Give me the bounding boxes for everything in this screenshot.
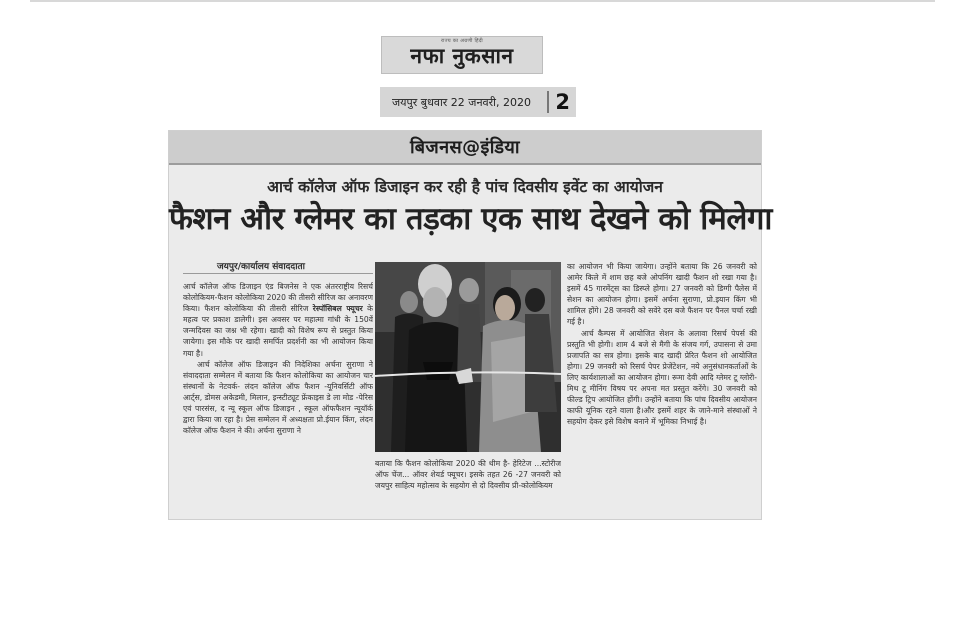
section-band bbox=[169, 131, 761, 165]
article-clipping bbox=[168, 130, 773, 520]
article-column-3 bbox=[567, 261, 757, 513]
section-title: बिजनस@इंडिया bbox=[410, 137, 520, 158]
column-3-paragraph-1: का आयोजन भी किया जायेगा। उन्होंने बताया कि 26 जनवरी को आमेर किले में शाम छह बजे ओपनिंग खादी फैशन शो रखा गया है। इसमें 45 गारमेंट्स का डिस्प्ले होगा। 27 जनवरी को डिग्गी पैलेस में सेशन का आयोजन होगा। इसमें अर्चना सुराणा, प्रो.इयान किंग भी शामिल होंगे। 28 जनवरी को सवेरे दस बजे फैशन पर पैनल चर्चा रखी गई है। bbox=[567, 262, 757, 327]
page-number: 2 bbox=[555, 90, 570, 114]
article-column-1 bbox=[183, 281, 373, 513]
column-1-text-a: आर्च कॉलेज ऑफ डिजाइन एंड बिजनेस ने एक अंतरराष्ट्रीय रिसर्च कोलोकियम-फैशन कोलोकिया 2020 की तीसरी सीरिज का अनावरण किया। फैशन कोलोकिया की तीसरी सीरिज bbox=[183, 282, 373, 314]
masthead-title: नफा नुकसान bbox=[410, 44, 514, 68]
news-photo bbox=[375, 262, 561, 452]
column-2-paragraph: बताया कि फैशन कोलोकिया 2020 की थीम है- हेरिटेज ...स्टोरीज ऑफ चेंज... ऑवर शेयर्ड फ्यूचर। इसके तहत 26 -27 जनवरी को जयपुर साहित्य महोत्सव के सहयोग से दो दिवसीय प्री-कोलोकियम bbox=[375, 459, 561, 491]
dateline-separator bbox=[547, 91, 549, 113]
ribbon-cutting-photo bbox=[375, 262, 561, 452]
article-kicker: आर्च कॉलेज ऑफ डिजाइन कर रही है पांच दिवसीय इवेंट का आयोजन bbox=[267, 178, 663, 196]
column-3-paragraph-2: आर्च कैम्पस में आयोजित सेशन के अलावा रिसर्च पेपर्स की प्रस्तुति भी होगी। शाम 4 बजे से मैगी के संजय गर्ग, उपासना से उमा प्रजापति का सत्र होगा। इसके बाद खादी प्रेरित फैशन शो आयोजित होगा। 29 जनवरी को रिसर्च पेपर प्रेजेंटेशन, नये अनुसंधानकर्ताओं के लिए कार्यशालाओं का आयोजन होगा। रूमा देवी आदि ग्लेमर टू ग्लोरी-मिथ टू मीनिंग विषय पर अपना मत प्रस्तुत करेंगे। 30 जनवरी को फील्ड ट्रिप आयोजित होंगी। उन्होंने बताया कि पांच दिवसीय आयोजन काफी यूनिक रहने वाला है।और इसमें शहर के जाने-माने संस्थाओं ने सहयोग देकर इसे विशेष बनाने में भूमिका निभाई है। bbox=[567, 328, 757, 427]
scan-edge bbox=[30, 0, 935, 2]
column-1-paragraph-1 bbox=[183, 281, 373, 359]
dateline-text: जयपुर बुधवार 22 जनवरी, 2020 bbox=[392, 95, 532, 109]
newspaper-masthead bbox=[381, 36, 543, 74]
article-column-2 bbox=[375, 458, 561, 514]
column-1-bold-phrase: रेस्पॉसिबल फ्यूचर bbox=[312, 304, 363, 314]
column-1-paragraph-2: आर्च कॉलेज ऑफ डिजाइन की निदेशिका अर्चना सुराणा ने संवाददाता सम्मेलन में बताया कि फैशन कोलोकिया का आयोजन चार संस्थानों के नेटवर्क- लंदन कॉलेज ऑफ फैशन -यूनिवर्सिटी ऑफ आर्ट्स, डोमस अकेडमी, मिलान, इन्स्टीट्यूट फ्रेंकाइस डे ला मोड -पेरिस एवं पारसंस, द न्यू स्कूल ऑफ डिजाइन , स्कूल ऑफफैशन न्यूयॉर्क द्वारा किया जा रहा है। प्रेस सम्मेलन में अध्यक्षता प्रो.ईयान किंग, लंदन कॉलेज ऑफ फैशन ने की। अर्चना सुराणा ने bbox=[183, 359, 373, 436]
byline-divider bbox=[183, 273, 373, 274]
dateline-strip bbox=[380, 87, 576, 117]
article-byline: जयपुर/कार्यालय संवाददाता bbox=[217, 262, 305, 272]
masthead-tagline: राज्य का अग्रणी हिंदी bbox=[440, 38, 484, 44]
article-headline: फैशन और ग्लेमर का तड़का एक साथ देखने को मिलेगा bbox=[169, 201, 773, 237]
column-1-text-b: के महत्व पर प्रकाश डालेगी। इस अवसर पर महात्मा गांधी के 150वें जन्मदिवस का जश्न भी रहेगा। खादी को विशेष रूप से प्रस्तुत किया जायेगा। इस मौके पर खादी समर्पित प्रदर्शनी का भी आयोजन किया गया है। bbox=[183, 304, 373, 358]
